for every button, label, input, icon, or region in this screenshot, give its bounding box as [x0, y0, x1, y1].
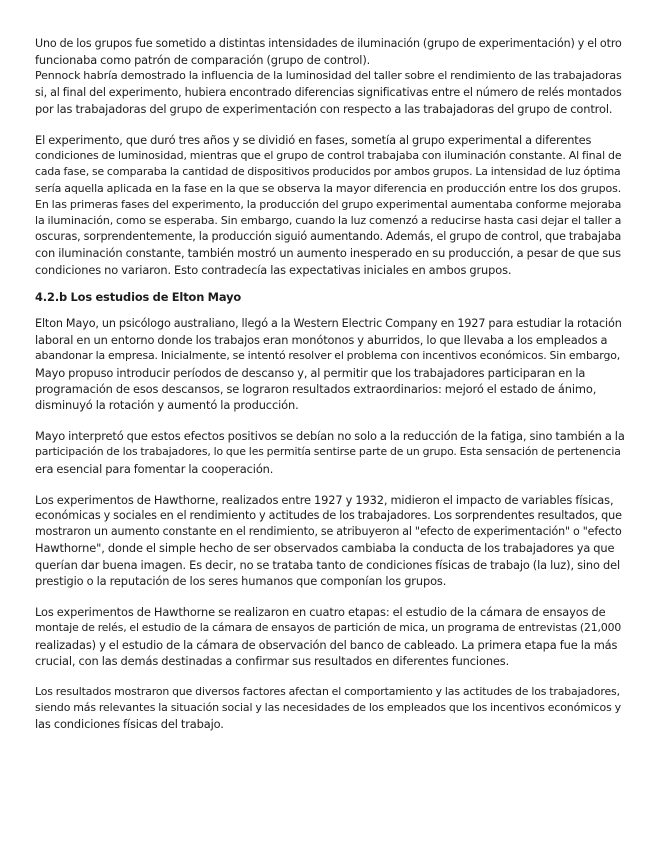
paragraph-hawthorne-effect [35, 492, 625, 589]
text-line: montaje de relés, el estudio de la cámara de ensayos de partición de mica, un programa de entrevistas (21,000 [35, 621, 622, 635]
text-line: abandonar la empresa. Inicialmente, se intentó resolver el problema con incentivos económicos. Sin embargo, [35, 349, 621, 363]
text-line: la iluminación, como se esperaba. Sin embargo, cuando la luz comenzó a reducirse hasta casi dejar el taller a [35, 214, 622, 228]
text-line: oscuras, sorprendentemente, la producción siguió aumentando. Además, el grupo de control, que trabajaba [35, 230, 622, 244]
section-heading: 4.2.b Los estudios de Elton Mayo [35, 289, 242, 304]
text-line: funcionaba como patrón de comparación (grupo de control). [35, 53, 371, 68]
text-line: mostraron un aumento constante en el rendimiento, se atribuyeron al "efecto de experimentación" o "efecto [35, 525, 622, 539]
paragraph-experiment-phases [35, 132, 625, 278]
text-line: las condiciones físicas del trabajo. [35, 717, 224, 732]
text-line: Elton Mayo, un psicólogo australiano, llegó a la Western Electric Company en 1927 para estudiar la rotación [35, 317, 622, 331]
text-line: cada fase, se comparaba la cantidad de dispositivos producidos por ambos grupos. La intensidad de luz óptima [35, 165, 621, 179]
text-line: participación de los trabajadores, lo que les permitía sentirse parte de un grupo. Esta sensación de pertenencia [35, 445, 621, 459]
text-line: Los resultados mostraron que diversos factores afectan el comportamiento y las actitudes de los trabajadores, [35, 684, 620, 698]
text-line: si, al final del experimento, hubiera encontrado diferencias significativas entre el número de relés montados [35, 85, 622, 99]
document-page [35, 36, 625, 733]
paragraph-mayo-interpretation [35, 428, 625, 477]
text-line: En las primeras fases del experimento, la producción del grupo experimental aumentaba conforme mejoraba [35, 197, 622, 211]
paragraph-hawthorne-stages [35, 604, 625, 669]
text-line: Los experimentos de Hawthorne, realizados entre 1927 y 1932, midieron el impacto de variables físicas, [35, 492, 614, 507]
text-line: Uno de los grupos fue sometido a distintas intensidades de iluminación (grupo de experimentación) y el otro [35, 37, 622, 50]
text-line: programación de esos descansos, se lograron resultados extraordinarios: mejoró el estado de ánimo, [35, 381, 597, 396]
text-line: laboral en un entorno donde los trabajos eran monótonos y aburridos, lo que llevaba a los empleados a [35, 333, 608, 348]
text-line: Mayo propuso introducir períodos de descanso y, al permitir que los trabajadores participaran en la [35, 365, 586, 380]
text-line: era esencial para fomentar la cooperación. [35, 461, 274, 476]
text-line: siendo más relevantes la situación social y las necesidades de los empleados que los incentivos económicos y [35, 701, 621, 715]
text-line: sería aquella aplicada en la fase en la que se observa la mayor diferencia en producción entre los dos grupos. [35, 181, 622, 195]
paragraph-results [35, 684, 625, 733]
text-line: económicas y sociales en el rendimiento y actitudes de los trabajadores. Los sorprendentes resultados, que [35, 509, 622, 523]
text-line: Hawthorne", donde el simple hecho de ser observados cambiaba la conducta de los trabajadores ya que [35, 541, 615, 556]
text-line: por las trabajadoras del grupo de experimentación con respecto a las trabajadoras del grupo de control. [35, 101, 613, 116]
text-line: crucial, con las demás destinadas a confirmar sus resultados en diferentes funciones. [35, 653, 510, 668]
text-line: con iluminación constante, también mostró un aumento inesperado en su producción, a pesar de que sus [35, 246, 621, 261]
text-line: realizadas) y el estudio de la cámara de observación del banco de cableado. La primera etapa fue la más [35, 637, 618, 652]
text-line: querían dar buena imagen. Es decir, no se trataba tanto de condiciones físicas de trabajo (la luz), sino del [35, 557, 621, 572]
text-line: condiciones de luminosidad, mientras que el grupo de control trabajaba con iluminación constante. Al final de [35, 149, 622, 163]
paragraph-lighting-groups [35, 36, 625, 117]
paragraph-elton-mayo [35, 316, 625, 413]
text-line: condiciones no variaron. Esto contradecía las expectativas iniciales en ambos grupos. [35, 262, 512, 277]
text-line: prestigio o la reputación de los seres humanos que componían los grupos. [35, 573, 447, 588]
text-line: disminuyó la rotación y aumentó la producción. [35, 398, 299, 413]
text-line: Pennock habría demostrado la influencia de la luminosidad del taller sobre el rendimiento de las trabajadoras [35, 69, 622, 83]
text-line: Mayo interpretó que estos efectos positivos se debían no solo a la reducción de la fatiga, sino también a la [35, 429, 625, 444]
text-line: Los experimentos de Hawthorne se realizaron en cuatro etapas: el estudio de la cámara de ensayos de [35, 605, 606, 620]
text-line: El experimento, que duró tres años y se dividió en fases, sometía al grupo experimental a diferentes [35, 133, 592, 148]
